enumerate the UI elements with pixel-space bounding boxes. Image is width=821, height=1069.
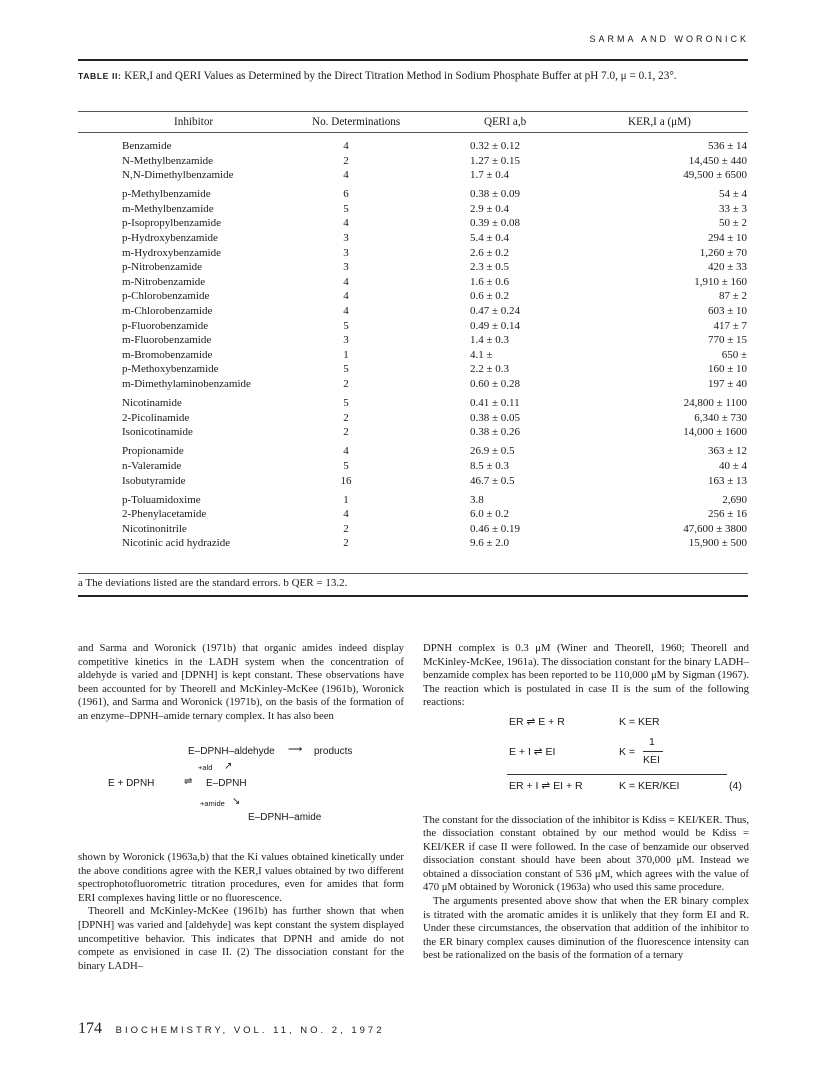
- table-row: [78, 202, 748, 217]
- inhibitor-cell: N-Methylbenzamide: [122, 154, 214, 167]
- inhibitor-cell: p-Isopropylbenzamide: [122, 217, 221, 230]
- table-row: [78, 396, 748, 411]
- running-head: SARMA AND WORONICK: [589, 34, 749, 44]
- keri-cell: 24,800 ± 1100: [683, 397, 747, 410]
- table-row: [78, 275, 748, 290]
- keri-cell: 256 ± 16: [707, 508, 747, 521]
- table-row: [78, 304, 748, 319]
- determinations-cell: 2: [343, 378, 349, 390]
- qeri-cell: 2.9 ± 0.4: [470, 202, 510, 215]
- col-header-qeri: QERI a,b: [484, 116, 527, 128]
- table-row: [78, 362, 748, 377]
- keri-cell: 15,900 ± 500: [688, 537, 747, 550]
- keri-cell: 163 ± 13: [707, 474, 747, 487]
- determinations-cell: 3: [343, 232, 349, 245]
- header-rule-bottom: [78, 132, 748, 133]
- table-row: [78, 216, 748, 231]
- determinations-cell: 4: [343, 508, 349, 521]
- scheme-products: products: [314, 746, 353, 758]
- inhibitor-cell: m-Bromobenzamide: [122, 348, 213, 361]
- right-paragraph-1: DPNH complex is 0.3 μM (Winer and Theorell, 1960; Theorell and McKinley-McKee, 1961a). The dissociation constant for the binary LADH–benzamide complex has been reported to be 110,000 μM by Sigman (1967). The reaction which is postulated in case II is the sum of the following reactions:: [423, 642, 749, 709]
- qeri-cell: 1.27 ± 0.15: [470, 154, 521, 167]
- determinations-cell: 5: [343, 319, 349, 332]
- scheme-ald-label: +ald: [198, 763, 213, 773]
- inhibitor-cell: m-Nitrobenzamide: [122, 275, 206, 288]
- keri-cell: 536 ± 14: [707, 140, 747, 152]
- table-row: [78, 459, 748, 474]
- inhibitor-cell: Nicotinamide: [122, 397, 182, 410]
- scheme-reactants: E + DPNH: [108, 778, 155, 790]
- determinations-cell: 5: [343, 459, 349, 472]
- inhibitor-cell: p-Methoxybenzamide: [122, 363, 219, 376]
- keri-cell: 14,000 ± 1600: [683, 426, 747, 439]
- inhibitor-cell: p-Chlorobenzamide: [122, 290, 210, 303]
- inhibitor-cell: Isonicotinamide: [122, 426, 193, 439]
- right-column: [423, 642, 749, 963]
- table-row: [78, 319, 748, 334]
- reaction-2-k-denominator: KEI: [643, 753, 660, 766]
- qeri-cell: 26.9 ± 0.5: [470, 445, 515, 458]
- qeri-cell: 0.38 ± 0.09: [470, 188, 521, 201]
- table-row: [78, 231, 748, 246]
- keri-cell: 14,450 ± 440: [688, 154, 747, 167]
- determinations-cell: 4: [343, 445, 349, 458]
- table-row: [78, 154, 748, 169]
- table-row: [78, 522, 748, 537]
- qeri-cell: 1.6 ± 0.6: [470, 275, 510, 288]
- reaction-3: ER + I ⇌ EI + R: [509, 779, 583, 792]
- reaction-2-fraction-bar: [643, 751, 663, 752]
- inhibitor-cell: Isobutyramide: [122, 474, 186, 487]
- qeri-cell: 2.3 ± 0.5: [470, 261, 510, 274]
- qeri-cell: 6.0 ± 0.2: [470, 508, 510, 521]
- qeri-cell: 0.47 ± 0.24: [470, 305, 521, 318]
- left-paragraph-3: Theorell and McKinley-McKee (1961b) has further shown that when [DPNH] was varied and [aldehyde] was kept constant the system displayed uncompetitive behavior. This indicates that DPNH and amide do not compete as envisioned in case II. (2) The dissociation constant for the binary LADH–: [78, 905, 404, 972]
- qeri-cell: 0.38 ± 0.05: [470, 411, 521, 424]
- qeri-cell: 1.7 ± 0.4: [470, 169, 510, 182]
- reaction-equations: [423, 710, 749, 814]
- keri-cell: 87 ± 2: [718, 290, 747, 303]
- table-caption: [78, 69, 748, 83]
- keri-cell: 40 ± 4: [718, 459, 747, 472]
- determinations-cell: 4: [343, 275, 349, 288]
- table-footnote: a The deviations listed are the standard errors. b QER = 13.2.: [78, 577, 348, 589]
- keri-cell: 363 ± 12: [707, 445, 747, 458]
- keri-cell: 1,260 ± 70: [699, 246, 747, 259]
- determinations-cell: 2: [343, 522, 349, 535]
- inhibitor-cell: Propionamide: [122, 445, 184, 458]
- left-paragraph-2: shown by Woronick (1963a,b) that the Ki values obtained kinetically under the above conditions agree with the KER,I values obtained by two different spectrophotofluorometric titration procedures, even for amides that form ERI complexes having little or no fluorescence.: [78, 851, 404, 904]
- qeri-cell: 0.39 ± 0.08: [470, 217, 521, 230]
- inhibitor-cell: p-Methylbenzamide: [122, 188, 211, 201]
- determinations-cell: 2: [343, 411, 349, 424]
- determinations-cell: 2: [343, 154, 349, 167]
- qeri-cell: 0.32 ± 0.12: [470, 140, 521, 152]
- determinations-cell: 4: [343, 305, 349, 318]
- table-row: [78, 493, 748, 508]
- inhibitor-cell: p-Nitrobenzamide: [122, 261, 203, 274]
- table-row: [78, 536, 748, 551]
- table-row: [78, 411, 748, 426]
- determinations-cell: 4: [343, 169, 349, 182]
- inhibitor-cell: n-Valeramide: [122, 459, 182, 472]
- right-paragraph-3: The arguments presented above show that when the ER binary complex is titrated with the aromatic amides it is unlikely that they form EI and R. Under these circumstances, the observation that addition of the inhibitor to the ER binary complex causes diminution of the fluorescence intensity can best be rationalized on the basis of the formation of a ternary: [423, 895, 749, 962]
- inhibitor-cell: Nicotinic acid hydrazide: [122, 537, 231, 550]
- inhibitor-cell: m-Fluorobenzamide: [122, 334, 212, 347]
- table-row: [78, 333, 748, 348]
- qeri-cell: 9.6 ± 2.0: [470, 537, 510, 550]
- qeri-cell: 8.5 ± 0.3: [470, 459, 510, 472]
- table-group: [78, 444, 748, 488]
- inhibitor-cell: p-Toluamidoxime: [122, 493, 201, 506]
- determinations-cell: 6: [343, 188, 349, 201]
- scheme-binary: E–DPNH: [206, 778, 247, 790]
- keri-cell: 50 ± 2: [718, 217, 747, 230]
- table-label: TABLE II:: [78, 71, 122, 81]
- reaction-3-constant: K = KER/KEI: [619, 779, 680, 792]
- scheme-equilibrium-arrow: ⇌: [184, 776, 193, 788]
- qeri-cell: 2.6 ± 0.2: [470, 246, 510, 259]
- keri-cell: 420 ± 33: [707, 261, 747, 274]
- keri-cell: 294 ± 10: [707, 232, 747, 245]
- determinations-cell: 2: [343, 537, 349, 550]
- table-group: [78, 139, 748, 183]
- qeri-cell: 0.38 ± 0.26: [470, 426, 521, 439]
- determinations-cell: 5: [343, 397, 349, 410]
- reaction-1: ER ⇌ E + R: [509, 715, 565, 728]
- scheme-amide-arrow: ↘: [232, 796, 241, 808]
- top-rule: [78, 59, 748, 61]
- reaction-2: E + I ⇌ EI: [509, 745, 556, 758]
- determinations-cell: 3: [343, 246, 349, 259]
- inhibitor-cell: p-Hydroxybenzamide: [122, 232, 218, 245]
- inhibitor-cell: m-Methylbenzamide: [122, 202, 214, 215]
- determinations-cell: 4: [343, 290, 349, 303]
- qeri-cell: 0.6 ± 0.2: [470, 290, 510, 303]
- reaction-1-constant: K = KER: [619, 715, 660, 728]
- keri-cell: 417 ± 7: [713, 319, 747, 332]
- inhibitor-cell: m-Hydroxybenzamide: [122, 246, 221, 259]
- inhibitor-cell: Nicotinonitrile: [122, 522, 187, 535]
- keri-cell: 47,600 ± 3800: [683, 522, 747, 535]
- qeri-cell: 4.1 ±: [470, 348, 493, 361]
- reaction-sum-line: [507, 774, 727, 775]
- footnote-rule: [78, 573, 748, 574]
- qeri-cell: 0.60 ± 0.28: [470, 378, 521, 390]
- determinations-cell: 1: [343, 493, 349, 506]
- keri-cell: 54 ± 4: [718, 188, 747, 201]
- left-column: [78, 642, 404, 973]
- keri-cell: 49,500 ± 6500: [683, 169, 747, 182]
- table-row: [78, 168, 748, 183]
- qeri-cell: 5.4 ± 0.4: [470, 232, 510, 245]
- scheme-amide-complex: E–DPNH–amide: [248, 812, 322, 824]
- inhibitor-cell: 2-Phenylacetamide: [122, 508, 207, 521]
- table-row: [78, 289, 748, 304]
- inhibitor-cell: m-Dimethylaminobenzamide: [122, 378, 251, 390]
- table-row: [78, 444, 748, 459]
- data-table: [78, 139, 748, 556]
- reaction-2-k-prefix: K =: [619, 745, 636, 758]
- inhibitor-cell: m-Chlorobenzamide: [122, 305, 213, 318]
- scheme-arrow-products: ⟶: [288, 744, 303, 756]
- determinations-cell: 16: [340, 474, 352, 487]
- reaction-2-k-numerator: 1: [649, 735, 655, 748]
- qeri-cell: 0.46 ± 0.19: [470, 522, 521, 535]
- page-number: 174: [78, 1020, 102, 1037]
- qeri-cell: 0.41 ± 0.11: [470, 397, 520, 410]
- journal-citation: BIOCHEMISTRY, VOL. 11, NO. 2, 1972: [115, 1025, 385, 1036]
- keri-cell: 2,690: [722, 493, 747, 506]
- table-row: [78, 425, 748, 440]
- table-caption-text: KER,I and QERI Values as Determined by the Direct Titration Method in Sodium Phosphate Buffer at pH 7.0, μ = 0.1, 23°.: [124, 70, 677, 82]
- equation-number: (4): [729, 779, 742, 792]
- inhibitor-cell: N,N-Dimethylbenzamide: [122, 169, 234, 182]
- determinations-cell: 3: [343, 261, 349, 274]
- inhibitor-cell: p-Fluorobenzamide: [122, 319, 209, 332]
- table-row: [78, 187, 748, 202]
- table-row: [78, 246, 748, 261]
- determinations-cell: 2: [343, 426, 349, 439]
- inhibitor-cell: Benzamide: [122, 140, 172, 152]
- keri-cell: 770 ± 15: [707, 334, 747, 347]
- keri-cell: 603 ± 10: [707, 305, 747, 318]
- determinations-cell: 5: [343, 202, 349, 215]
- keri-cell: 197 ± 40: [707, 378, 747, 390]
- table-row: [78, 139, 748, 154]
- keri-cell: 33 ± 3: [718, 202, 747, 215]
- table-row: [78, 377, 748, 392]
- determinations-cell: 4: [343, 217, 349, 230]
- inhibitor-cell: 2-Picolinamide: [122, 411, 190, 424]
- header-rule-top: [78, 111, 748, 112]
- qeri-cell: 2.2 ± 0.3: [470, 363, 510, 376]
- qeri-cell: 3.8: [470, 493, 484, 506]
- scheme-amide-label: +amide: [200, 799, 225, 809]
- right-paragraph-2: The constant for the dissociation of the inhibitor is Kdiss = KEI/KER. Thus, the dissociation constant obtained by our method would be Kdiss = KEI/KER if case II were followed. In the case of benzamide our observed dissociation constant should have been about 370,000 μM. Instead we obtained a dissociation constant of 536 μM, which agrees with the value of 470 μM obtained by Woronick (1963a) who used this same procedure.: [423, 813, 749, 894]
- scheme-ald-arrow: ↗: [224, 761, 233, 773]
- determinations-cell: 4: [343, 140, 349, 152]
- col-header-determinations: No. Determinations: [312, 116, 401, 128]
- keri-cell: 6,340 ± 730: [694, 411, 747, 424]
- left-paragraph-1: and Sarma and Woronick (1971b) that organic amides indeed display competitive kinetics in the LADH system when the concentration of aldehyde is varied and [DPNH] is kept constant. These observations have been accounted for by Theorell and McKinley-McKee (1961b), Woronick (1961), and Sarma and Woronick (1971b), on the basis of the formation of an enzyme–DPNH–amide ternary complex. It has also been: [78, 642, 404, 722]
- table-group: [78, 187, 748, 391]
- qeri-cell: 0.49 ± 0.14: [470, 319, 521, 332]
- qeri-cell: 46.7 ± 0.5: [470, 474, 515, 487]
- keri-cell: 1,910 ± 160: [694, 275, 747, 288]
- page-footer: [78, 1020, 385, 1038]
- col-header-keri: KER,I a (μM): [628, 116, 691, 128]
- table-row: [78, 348, 748, 363]
- table-row: [78, 260, 748, 275]
- reaction-scheme: [78, 723, 404, 851]
- table-row: [78, 474, 748, 489]
- determinations-cell: 5: [343, 363, 349, 376]
- qeri-cell: 1.4 ± 0.3: [470, 334, 510, 347]
- keri-cell: 160 ± 10: [707, 363, 747, 376]
- table-group: [78, 396, 748, 440]
- col-header-inhibitor: Inhibitor: [174, 116, 214, 128]
- keri-cell: 650 ±: [721, 348, 747, 361]
- determinations-cell: 1: [343, 348, 349, 361]
- determinations-cell: 3: [343, 334, 349, 347]
- scheme-aldehyde-complex: E–DPNH–aldehyde: [188, 746, 275, 758]
- table-row: [78, 507, 748, 522]
- table-group: [78, 493, 748, 551]
- table-bottom-rule: [78, 595, 748, 597]
